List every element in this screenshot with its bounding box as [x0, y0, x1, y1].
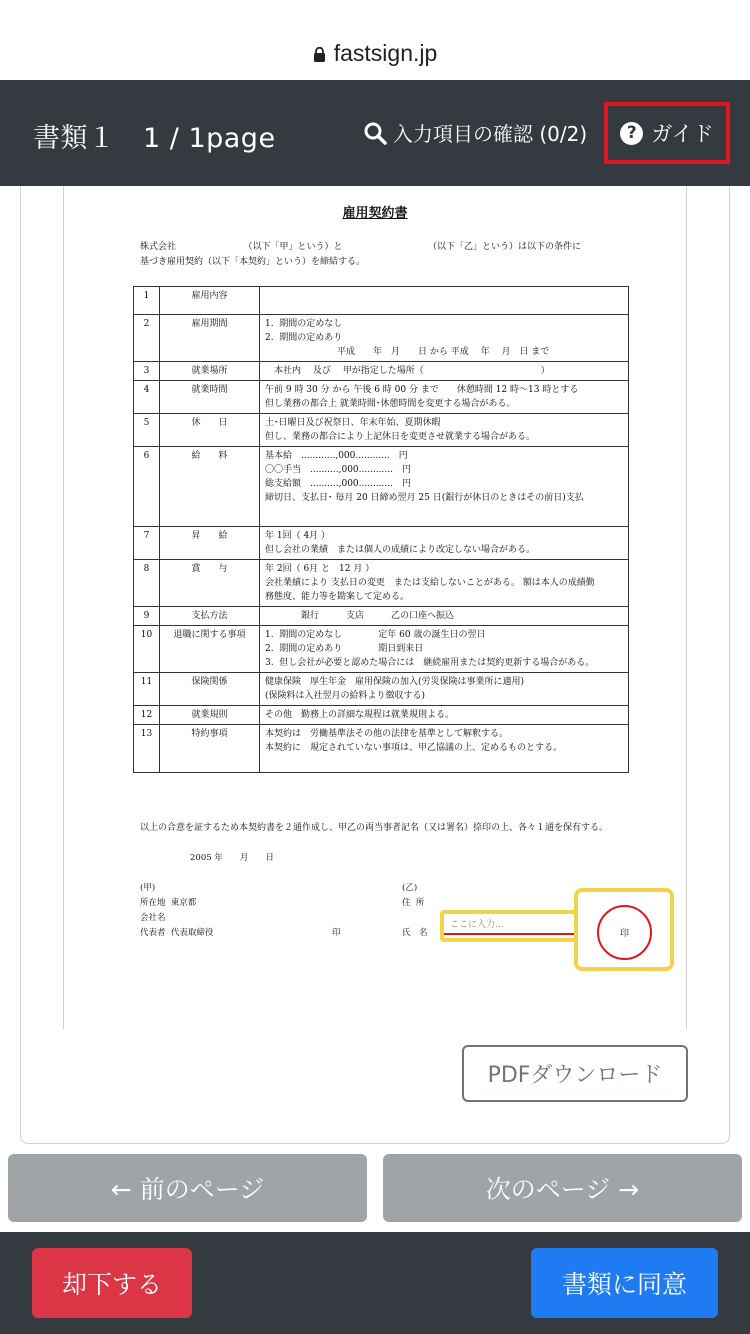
- row-content: 午前 9 時 30 分 から 午後 6 時 00 分 まで 休憩時間 12 時～13 時とする 但し業務の都合上 就業時間･休憩時間を変更する場合がある。: [260, 381, 629, 414]
- guide-label: ガイド: [651, 122, 714, 146]
- document-title: 書類１ 1 / 1page: [33, 123, 276, 154]
- seal-label: 印: [619, 929, 629, 939]
- row-content: 健康保険 厚生年金 雇用保険の加入(労災保険は事業所に適用) (保険料は入社翌月の給料より徴収する): [260, 673, 629, 706]
- row-label: 賞 与: [160, 560, 260, 607]
- party-a-block: (甲) 所在地 東京都 会社名 代表者 代表取締役: [140, 883, 214, 938]
- seal-stamp-circle: [597, 905, 652, 960]
- row-label: 休 日: [160, 414, 260, 447]
- contract-row: [134, 447, 629, 527]
- row-number: 6: [134, 447, 160, 527]
- prev-page-button[interactable]: ← 前のページ: [8, 1154, 367, 1222]
- row-label: 雇用内容: [160, 287, 260, 315]
- contract-row: [134, 626, 629, 673]
- action-bar: [0, 1232, 750, 1334]
- row-number: 9: [134, 607, 160, 626]
- row-content: [260, 287, 629, 315]
- row-label: 支払方法: [160, 607, 260, 626]
- row-content: 1. 期間の定めなし 定年 60 歳の誕生日の翌日 2. 期間の定めあり 期日到来日 3. 但し会社が必要と認めた場合には 継続雇用または契約更新する場合がある。: [260, 626, 629, 673]
- row-label: 特約事項: [160, 725, 260, 773]
- row-label: 給 料: [160, 447, 260, 527]
- row-label: 保険関係: [160, 673, 260, 706]
- reject-button[interactable]: 却下する: [32, 1248, 192, 1318]
- row-number: 3: [134, 362, 160, 381]
- row-label: 就業場所: [160, 362, 260, 381]
- contract-closing: 以上の合意を証するため本契約書を２通作成し、甲乙の両当事者記名（又は署名）捺印の上、各々１通を保有する。: [140, 823, 609, 833]
- row-number: 12: [134, 706, 160, 725]
- row-label: 雇用期間: [160, 315, 260, 362]
- name-input-placeholder: ここに入力…: [450, 920, 505, 930]
- row-content: 土･日曜日及び祝祭日、年末年始、夏期休暇 但し、業務の都合により上記休日を変更させ就業する場合がある。: [260, 414, 629, 447]
- pdf-download-button[interactable]: PDFダウンロード: [462, 1045, 688, 1102]
- row-number: 8: [134, 560, 160, 607]
- contract-row: [134, 315, 629, 362]
- contract-row: [134, 673, 629, 706]
- contract-terms-table: [133, 286, 629, 773]
- row-number: 11: [134, 673, 160, 706]
- row-number: 10: [134, 626, 160, 673]
- contract-row: [134, 560, 629, 607]
- row-number: 5: [134, 414, 160, 447]
- row-content: 本契約は 労働基準法その他の法律を基準として解釈する。 本契約に 規定されていない事項は、甲乙協議の上、定めるものとする。: [260, 725, 629, 773]
- party-b-block: (乙) 住 所 氏 名: [402, 883, 428, 938]
- browser-url-bar[interactable]: [0, 0, 750, 80]
- row-label: 退職に関する事項: [160, 626, 260, 673]
- contract-row: [134, 414, 629, 447]
- document-viewer[interactable]: [20, 186, 730, 1144]
- row-number: 7: [134, 527, 160, 560]
- row-label: 就業時間: [160, 381, 260, 414]
- row-number: 2: [134, 315, 160, 362]
- next-page-button[interactable]: 次のページ →: [383, 1154, 742, 1222]
- agree-button[interactable]: 書類に同意: [531, 1248, 718, 1318]
- question-circle-icon: ?: [620, 122, 643, 145]
- contract-row: [134, 527, 629, 560]
- row-content: 年 2回（ 6月 と 12 月 ） 会社業績により 支払日の変更 または支給しないことがある。 額は本人の成績勤 務態度、能力等を勘案して定める。: [260, 560, 629, 607]
- row-content: 1. 期間の定めなし 2. 期間の定めあり 平成 年 月 日 から 平成 年 月 日 まで: [260, 315, 629, 362]
- contract-row: [134, 287, 629, 315]
- row-label: 昇 給: [160, 527, 260, 560]
- seal-field[interactable]: [574, 888, 674, 971]
- search-icon: [363, 121, 387, 145]
- guide-button[interactable]: [604, 102, 730, 164]
- input-check-label: 入力項目の確認 (0/2): [393, 122, 588, 146]
- row-number: 1: [134, 287, 160, 315]
- contract-row: [134, 381, 629, 414]
- row-number: 4: [134, 381, 160, 414]
- row-content: 年 1回（ 4月 ） 但し会社の業績 または個人の成績により改定しない場合がある。: [260, 527, 629, 560]
- contract-intro: 株式会社 （以下「甲」という）と （以下「乙」という）は以下の条件に 基づき雇用契約（以下「本契約」という）を締結する。: [140, 242, 582, 267]
- contract-date: 2005 年 月 日: [190, 853, 274, 863]
- row-content: その他 勤務上の詳細な規程は就業規則よる。: [260, 706, 629, 725]
- lock-icon: [313, 47, 326, 62]
- contract-row: [134, 607, 629, 626]
- contract-row: [134, 362, 629, 381]
- contract-row: [134, 725, 629, 773]
- document-page: [63, 186, 687, 1029]
- input-check-link[interactable]: [363, 118, 587, 147]
- contract-row: [134, 706, 629, 725]
- row-content: 本社内 及び 甲が指定した場所（ ）: [260, 362, 629, 381]
- row-content: 基本給 ............,000............ 円 〇〇手当 ..........,000............ 円 総支給額 ..........,000............ 円 締切日、支払日･ 毎月 20 日締め翌月 25 日(銀行が休日のときはその前日)支払: [260, 447, 629, 527]
- party-a-seal: 印: [332, 928, 341, 938]
- row-number: 13: [134, 725, 160, 773]
- contract-title: 雇用契約書: [342, 206, 408, 221]
- row-content: 銀行 支店 乙の口座へ振込: [260, 607, 629, 626]
- document-header: [0, 80, 750, 186]
- browser-domain: fastsign.jp: [333, 39, 438, 66]
- row-label: 就業規則: [160, 706, 260, 725]
